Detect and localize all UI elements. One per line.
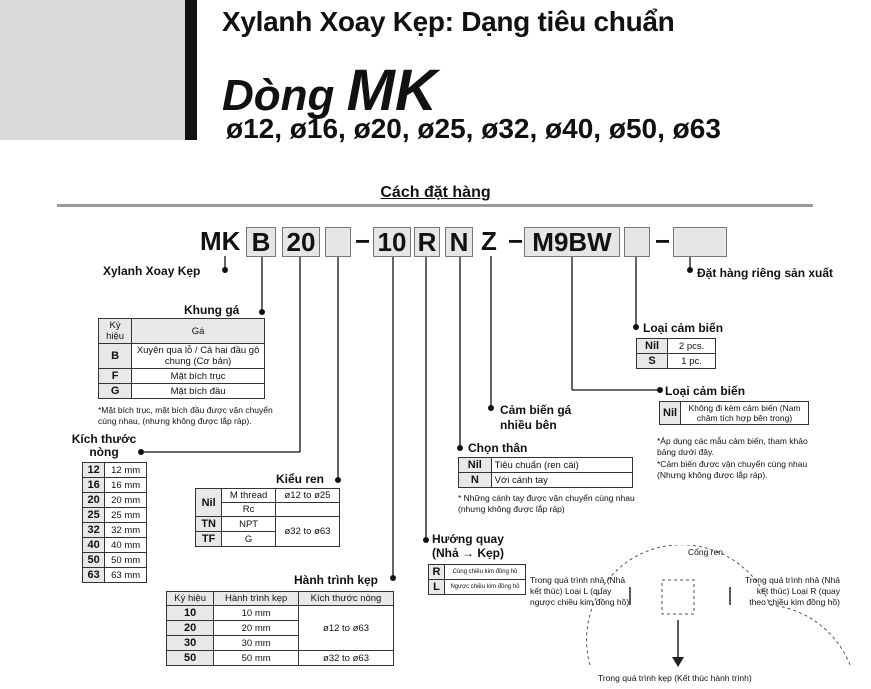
code-prefix: MK bbox=[200, 226, 241, 256]
code-mount: B bbox=[246, 227, 276, 257]
label-direction: Hướng quay (Nhả → Kẹp) bbox=[432, 532, 504, 560]
dot-stroke bbox=[390, 575, 396, 581]
diagram-bottom-label: Trong quá trình kẹp (Kết thúc hành trình) bbox=[598, 673, 752, 683]
dash-1: − bbox=[355, 226, 371, 256]
dot-sensor-type bbox=[657, 387, 663, 393]
dash-3: − bbox=[655, 226, 671, 256]
diagram-right-label: Trong quá trình nhả (Nhả kết thúc) Loại R (quay theo chiều kim đồng hồ) bbox=[744, 575, 840, 607]
dot-body bbox=[457, 445, 463, 451]
dot-sensor-qty bbox=[633, 324, 639, 330]
dot-sensor-mount bbox=[488, 405, 494, 411]
label-bore: Kích thước nòng bbox=[71, 432, 137, 459]
sensor-note-2: *Cảm biến được vận chuyển cùng nhau (Nhưng không được lắp ráp). bbox=[657, 459, 808, 480]
page-title: Xylanh Xoay Kẹp: Dạng tiêu chuẩn bbox=[222, 6, 675, 37]
bore-table: 12 12 mm 16 16 mm 20 20 mm 25 25 mm 32 32 mm 40 40 mm 50 50 mm 63 63 mm bbox=[82, 462, 147, 583]
mount-note: *Mặt bích trục, mặt bích đầu được vận chuyển cùng nhau, (nhưng không được lắp ráp). bbox=[98, 405, 273, 426]
label-body: Chọn thân bbox=[468, 441, 528, 455]
label-special: Đặt hàng riêng sản xuất bbox=[697, 266, 834, 280]
diagram-left-label: Trong quá trình nhả (Nhả kết thúc) Loại L (quay ngược chiều kim đồng hồ) bbox=[530, 575, 630, 607]
code-sensor-type: M9BW bbox=[524, 227, 620, 257]
mount-table: Ký hiệu Gá B Xuyên qua lỗ / Cả hai đầu gô chung (Cơ bản) F Mặt bích trục G Mặt bích đầu bbox=[98, 318, 265, 399]
order-heading: Cách đặt hàng bbox=[380, 184, 491, 201]
code-sensor-mount: Z bbox=[481, 226, 497, 256]
rotation-diagram bbox=[580, 545, 870, 685]
series-code: MK bbox=[346, 58, 437, 123]
label-mount: Khung gá bbox=[184, 303, 240, 317]
code-port bbox=[325, 227, 351, 257]
dot-special bbox=[687, 267, 693, 273]
label-port: Kiểu ren bbox=[276, 472, 325, 486]
code-stroke: 10 bbox=[373, 227, 411, 257]
label-cylinder: Xylanh Xoay Kẹp bbox=[103, 264, 201, 278]
sensor-qty-table: Nil 2 pcs. S 1 pc. bbox=[636, 338, 716, 369]
body-table: Nil Tiêu chuẩn (ren cái) N Với cánh tay bbox=[458, 457, 633, 488]
sensor-type-table: Nil Không đi kèm cảm biến (Nam châm tích hợp bên trong) bbox=[659, 401, 809, 425]
label-stroke: Hành trình kẹp bbox=[294, 573, 379, 587]
port-table: Nil M thread ø12 to ø25 Rc TN NPT ø32 to ø63 TF G bbox=[195, 488, 340, 547]
stroke-table: Ký hiệu Hành trình kẹp Kích thước nòng 10 10 mm ø12 to ø63 20 20 mm 30 30 mm 50 50 mm ø32 to ø63 bbox=[166, 591, 394, 666]
code-sensor-qty bbox=[624, 227, 650, 257]
code-bore: 20 bbox=[282, 227, 320, 257]
dot-direction bbox=[423, 537, 429, 543]
label-sensor-type: Loại cảm biến bbox=[665, 384, 746, 398]
dash-2: − bbox=[508, 226, 524, 256]
bore-list: ø12, ø16, ø20, ø25, ø32, ø40, ø50, ø63 bbox=[226, 113, 721, 144]
series-prefix: Dòng bbox=[222, 71, 347, 120]
code-special bbox=[673, 227, 727, 257]
body-note: * Những cánh tay được vận chuyển cùng nhau (nhưng không được lắp ráp) bbox=[458, 493, 635, 514]
code-body: N bbox=[445, 227, 473, 257]
direction-table: R Cùng chiều kim đồng hồ L Ngược chiều kim đồng hồ bbox=[428, 564, 526, 595]
dot-mount bbox=[259, 309, 265, 315]
code-direction: R bbox=[414, 227, 440, 257]
dot-cylinder bbox=[222, 267, 228, 273]
label-sensor-qty: Loại cảm biến bbox=[643, 321, 724, 335]
sensor-note-1: *Áp dụng các mẫu cảm biến, tham khảo bảng dưới đây. bbox=[657, 436, 808, 457]
label-sensor-mount: Cảm biến gá nhiều bên bbox=[500, 403, 572, 432]
dot-port bbox=[335, 477, 341, 483]
port-label: Cổng ren bbox=[688, 547, 723, 557]
